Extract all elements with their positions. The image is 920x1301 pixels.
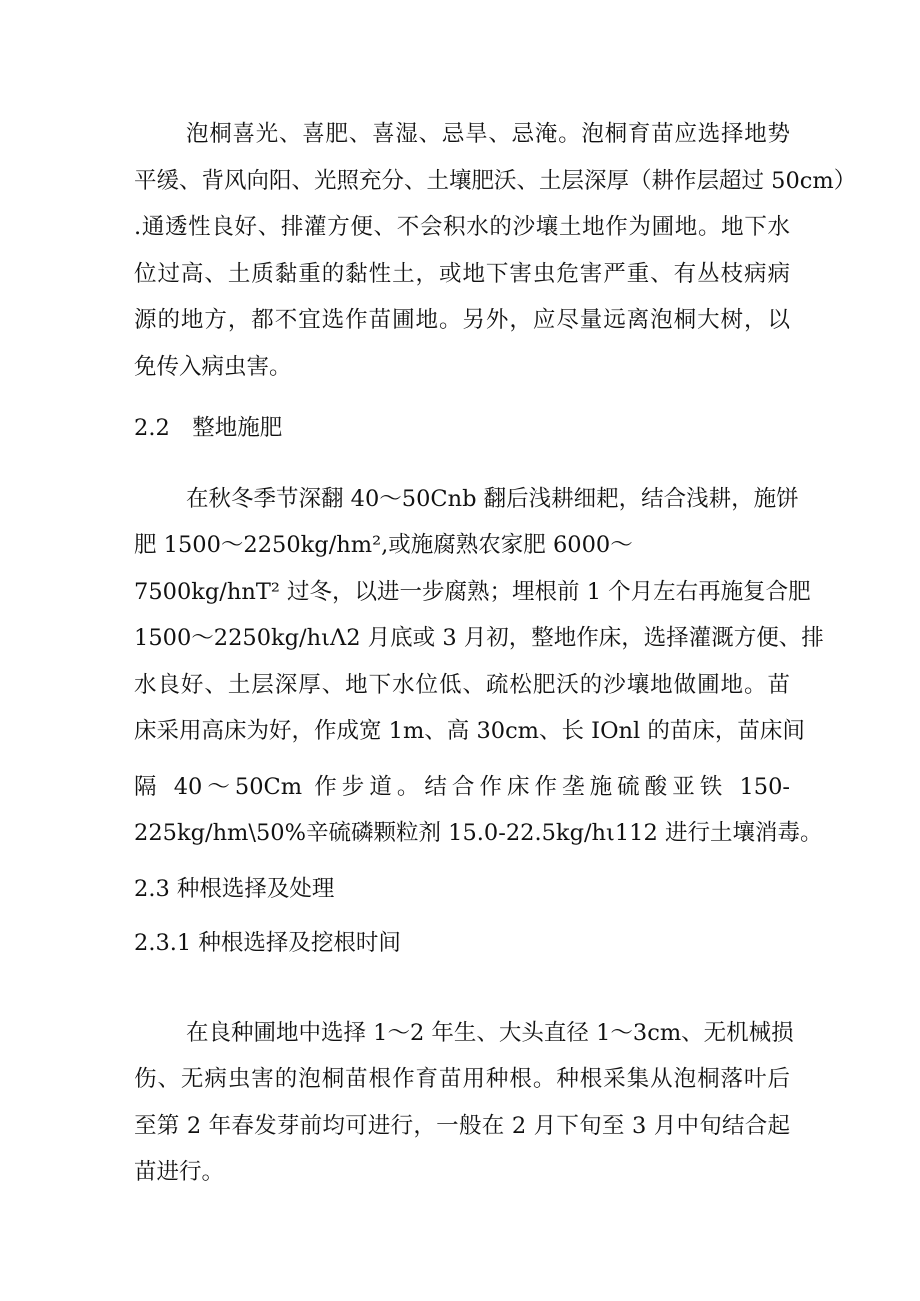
paragraph-2-line-7: 隔 40～50Cm 作步道。结合作床作垄施硫酸亚铁 150- <box>134 774 790 800</box>
paragraph-3-line-2: 伤、无病虫害的泡桐苗根作育苗用种根。种根采集从泡桐落叶后 <box>134 1066 790 1092</box>
paragraph-3-line-1: 在良种圃地中选择 1～2 年生、大头直径 1～3cm、无机械损 <box>186 1020 794 1046</box>
paragraph-2-line-5: 水良好、土层深厚、地下水位低、疏松肥沃的沙壤地做圃地。苗 <box>134 672 790 698</box>
paragraph-1-line-1: 泡桐喜光、喜肥、喜湿、忌旱、忌淹。泡桐育苗应选择地势 <box>186 121 790 147</box>
paragraph-2-line-2: 肥 1500～2250kg∕hm²,或施腐熟农家肥 6000～ <box>134 532 633 558</box>
paragraph-1-line-4: 位过高、土质黏重的黏性土，或地下害虫危害严重、有丛枝病病 <box>134 261 790 287</box>
paragraph-1-line-3: .通透性良好、排灌方便、不会积水的沙壤土地作为圃地。地下水 <box>134 214 790 240</box>
section-heading-2-3: 2.3 种根选择及处理 <box>134 876 335 902</box>
paragraph-1-line-5: 源的地方，都不宜选作苗圃地。另外，应尽量远离泡桐大树，以 <box>134 307 790 333</box>
paragraph-3-line-4: 苗进行。 <box>134 1159 225 1185</box>
paragraph-3-line-3: 至第 2 年春发芽前均可进行，一般在 2 月下旬至 3 月中旬结合起 <box>134 1113 790 1139</box>
section-heading-2-3-1: 2.3.1 种根选择及挖根时间 <box>134 930 401 956</box>
paragraph-2-line-4: 1500～2250kg∕hιΛ2 月底或 3 月初，整地作床，选择灌溉方便、排 <box>134 625 824 651</box>
section-heading-2-2: 2.2 整地施肥 <box>134 415 283 441</box>
paragraph-2-line-3: 7500kg/hnT² 过冬，以进一步腐熟；埋根前 1 个月左右再施复合肥 <box>134 579 811 605</box>
paragraph-2-line-1: 在秋冬季节深翻 40～50Cnb 翻后浅耕细耙，结合浅耕，施饼 <box>186 486 799 512</box>
paragraph-1-line-2: 平缓、背风向阳、光照充分、土壤肥沃、土层深厚（耕作层超过 50cm） <box>134 168 857 194</box>
paragraph-1-line-6: 免传入病虫害。 <box>134 354 292 380</box>
paragraph-2-line-6: 床采用高床为好，作成宽 1m、高 30cm、长 IOnl 的苗床，苗床间 <box>134 718 805 744</box>
paragraph-2-line-8: 225kg∕hm\50%辛硫磷颗粒剂 15.0-22.5kg∕hι112 进行土壤消毒。 <box>134 820 823 846</box>
